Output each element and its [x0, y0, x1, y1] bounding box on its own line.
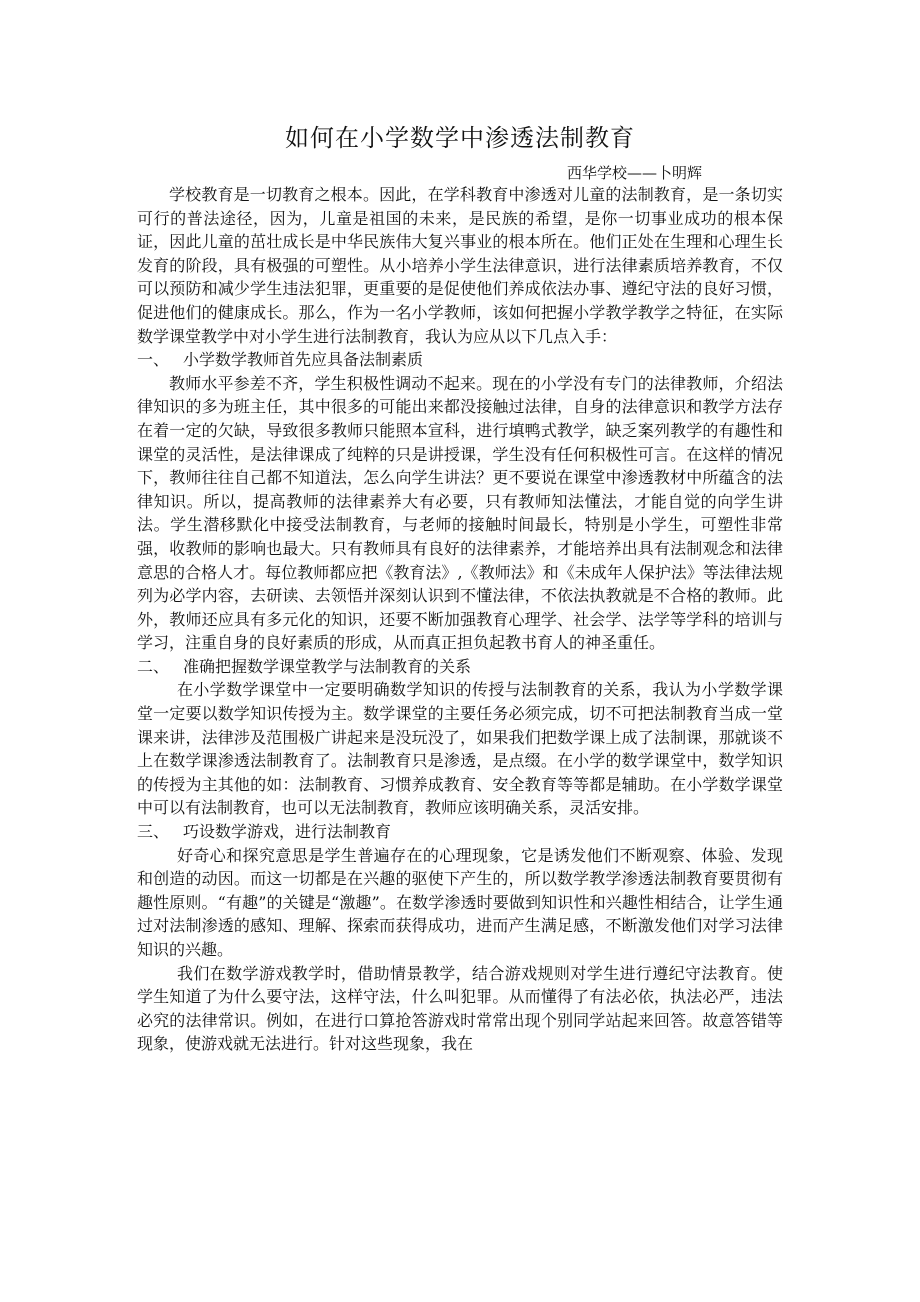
body-paragraph: 在小学数学课堂中一定要明确数学知识的传授与法制教育的关系，我认为小学数学课堂一定要以数学知识传授为主。数学课堂的主要任务必须完成，切不可把法制教育当成一堂课来讲，法律涉及范围极广讲起来是没玩没了，如果我们把数学课上成了法制课，那就谈不上在数学课渗透法制教育了。法制教育只是渗透，是点缀。在小学的数学课堂中，数学知识的传授为主其他的如：法制教育、习惯养成教育、安全教育等等都是辅助。在小学数学课堂中可以有法制教育，也可以无法制教育，教师应该明确关系，灵活安排。	[137, 680, 783, 818]
section-heading	[137, 348, 783, 372]
document-title: 如何在小学数学中渗透法制教育	[285, 124, 635, 152]
section-number: 三、	[137, 822, 170, 842]
body-paragraph: 我们在数学游戏教学时，借助情景教学，结合游戏规则对学生进行遵纪守法教育。使学生知道了为什么要守法，这样守法，什么叫犯罪。从而懂得了有法必依，执法必严，违法必究的法律常识。例如，在进行口算抢答游戏时常常出现个别同学站起来回答。故意答错等现象，使游戏就无法进行。针对这些现象，我在	[137, 963, 783, 1054]
section-title: 巧设数学游戏，进行法制教育	[183, 822, 392, 842]
section-number: 二、	[137, 656, 170, 676]
body-paragraph: 教师水平参差不齐，学生积极性调动不起来。现在的小学没有专门的法律教师，介绍法律知识的多为班主任，其中很多的可能出来都没接触过法律，自身的法律意识和教学方法存在着一定的欠缺，导致很多教师只能照本宣科，进行填鸭式教学，缺乏案列教学的有趣性和课堂的灵活性，是法律课成了纯粹的只是讲授课，学生没有任何积极性可言。在这样的情况下，教师往往自己都不知道法，怎么向学生讲法？更不要说在课堂中渗透教材中所蕴含的法律知识。所以，提高教师的法律素养大有必要，只有教师知法懂法，才能自觉的向学生讲法。学生潜移默化中接受法制教育，与老师的接触时间最长，特别是小学生，可塑性非常强，收教师的影响也最大。只有教师具有良好的法律素养，才能培养出具有法制观念和法律意思的合格人才。每位教师都应把《教育法》,《教师法》和《未成年人保护法》等法律法规列为必学内容，去研读、去领悟并深刻认识到不懂法律，不依法执教就是不合格的教师。此外，教师还应具有多元化的知识，还要不断加强教育心理学、社会学、法学等学科的培训与学习，注重自身的良好素质的形成，从而真正担负起教书育人的神圣重任。	[137, 373, 783, 653]
section-heading	[137, 820, 783, 844]
intro-paragraph: 学校教育是一切教育之根本。因此，在学科教育中渗透对儿童的法制教育，是一条切实可行的普法途径，因为，儿童是祖国的未来，是民族的希望，是你一切事业成功的根本保证，因此儿童的茁壮成长是中华民族伟大复兴事业的根本所在。他们正处在生理和心理生长发育的阶段，具有极强的可塑性。从小培养小学生法律意识，进行法律素质培养教育，不仅可以预防和减少学生违法犯罪，更重要的是促使他们养成依法办事、遵纪守法的良好习惯，促进他们的健康成长。那么，作为一名小学教师，该如何把握小学教学教学之特征，在实际数学课堂教学中对小学生进行法制教育，我认为应从以下几点入手：	[137, 185, 783, 346]
document-body	[137, 183, 783, 1056]
body-paragraph: 好奇心和探究意思是学生普遍存在的心理现象，它是诱发他们不断观察、体验、发现和创造的动因。而这一切都是在兴趣的驱使下产生的，所以数学教学渗透法制教育要贯彻有趣性原则。“有趣”的关键是“激趣”。在数学渗透时要做到知识性和兴趣性相结合，让学生通过对法制渗透的感知、理解、探索而获得成功，进而产生满足感，不断激发他们对学习法律知识的兴趣。	[137, 845, 783, 959]
section-heading	[137, 655, 783, 679]
section-title: 小学数学教师首先应具备法制素质	[183, 350, 424, 370]
section-number: 一、	[137, 350, 170, 370]
author-line: 西华学校——卜明辉	[566, 164, 702, 182]
section-title: 准确把握数学课堂教学与法制教育的关系	[183, 656, 472, 676]
